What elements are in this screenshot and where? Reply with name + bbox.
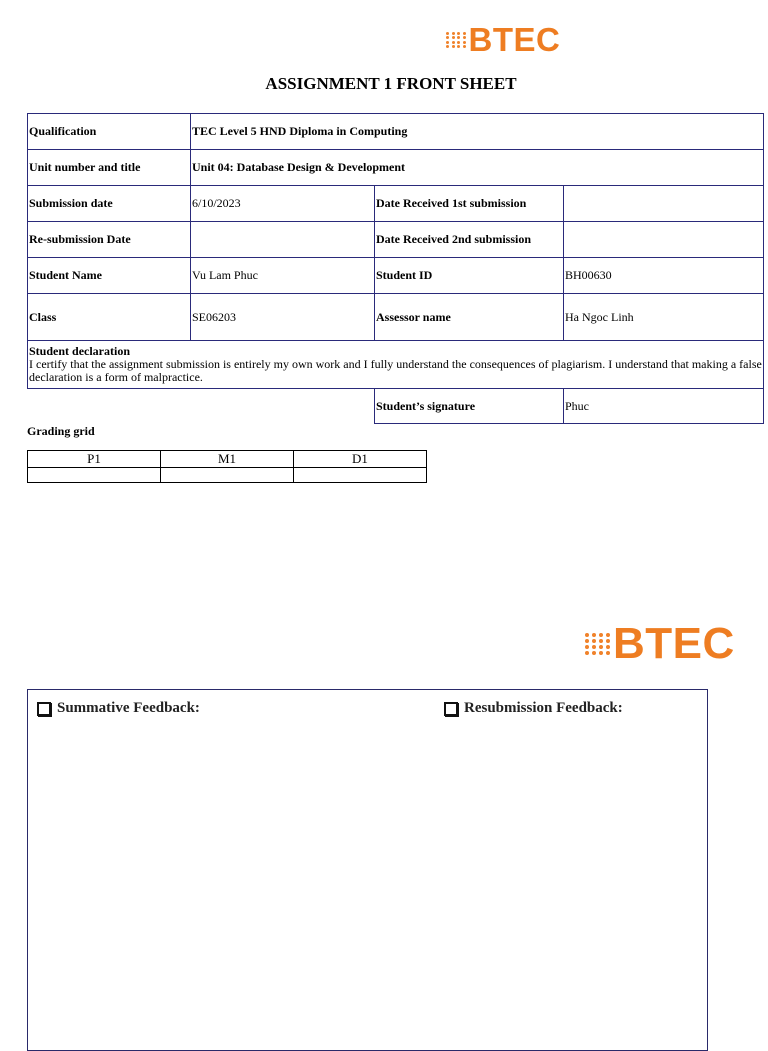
declaration-cell xyxy=(28,341,764,389)
table-row xyxy=(28,389,764,424)
grading-grid-label: Grading grid xyxy=(27,424,95,438)
page-title: ASSIGNMENT 1 FRONT SHEET xyxy=(265,74,517,93)
summative-feedback-heading xyxy=(37,700,200,717)
grade-value-p1 xyxy=(28,468,161,483)
class-value: SE06203 xyxy=(191,294,375,341)
checkbox-icon[interactable] xyxy=(37,702,51,716)
logo-dots-icon xyxy=(446,32,467,49)
assessor-value: Ha Ngoc Linh xyxy=(564,294,764,341)
declaration-heading: Student declaration xyxy=(29,344,131,358)
front-sheet-table xyxy=(27,113,764,424)
date-received-1-label: Date Received 1st submission xyxy=(375,186,564,222)
logo-dots-icon xyxy=(585,633,611,655)
resubmission-feedback-heading xyxy=(444,700,623,717)
grade-value-d1 xyxy=(294,468,427,483)
unit-label: Unit number and title xyxy=(28,150,191,186)
grade-value-m1 xyxy=(161,468,294,483)
feedback-box xyxy=(27,689,708,1051)
table-row xyxy=(28,258,764,294)
logo-text: BTEC xyxy=(468,21,561,58)
student-name-value: Vu Lam Phuc xyxy=(191,258,375,294)
table-row xyxy=(28,294,764,341)
qualification-label: Qualification xyxy=(28,114,191,150)
declaration-text: I certify that the assignment submission is entirely my own work and I fully understand the consequences of plagiarism. I understand that making a false declaration is a form of malpractice. xyxy=(29,357,762,384)
grade-header-p1: P1 xyxy=(28,451,161,468)
date-received-2-value xyxy=(564,222,764,258)
table-row xyxy=(28,186,764,222)
summative-feedback-label: Summative Feedback: xyxy=(57,700,200,716)
qualification-value: TEC Level 5 HND Diploma in Computing xyxy=(191,114,764,150)
table-row xyxy=(28,222,764,258)
btec-logo xyxy=(446,20,560,60)
grading-grid xyxy=(27,450,427,483)
submission-date-label: Submission date xyxy=(28,186,191,222)
table-row xyxy=(28,468,427,483)
resubmission-feedback-label: Resubmission Feedback: xyxy=(464,700,623,716)
grade-header-d1: D1 xyxy=(294,451,427,468)
student-name-label: Student Name xyxy=(28,258,191,294)
signature-value: Phuc xyxy=(564,389,764,424)
grade-header-m1: M1 xyxy=(161,451,294,468)
unit-value: Unit 04: Database Design & Development xyxy=(191,150,764,186)
assessor-label: Assessor name xyxy=(375,294,564,341)
resubmission-date-value xyxy=(191,222,375,258)
submission-date-value: 6/10/2023 xyxy=(191,186,375,222)
student-id-label: Student ID xyxy=(375,258,564,294)
table-row xyxy=(28,451,427,468)
class-label: Class xyxy=(28,294,191,341)
table-row xyxy=(28,114,764,150)
student-id-value: BH00630 xyxy=(564,258,764,294)
resubmission-date-label: Re-submission Date xyxy=(28,222,191,258)
table-row xyxy=(28,341,764,389)
checkbox-icon[interactable] xyxy=(444,702,458,716)
signature-spacer xyxy=(28,389,375,424)
date-received-1-value xyxy=(564,186,764,222)
logo-text: BTEC xyxy=(613,619,735,668)
table-row xyxy=(28,150,764,186)
date-received-2-label: Date Received 2nd submission xyxy=(375,222,564,258)
btec-logo xyxy=(585,618,735,670)
signature-label: Student’s signature xyxy=(375,389,564,424)
